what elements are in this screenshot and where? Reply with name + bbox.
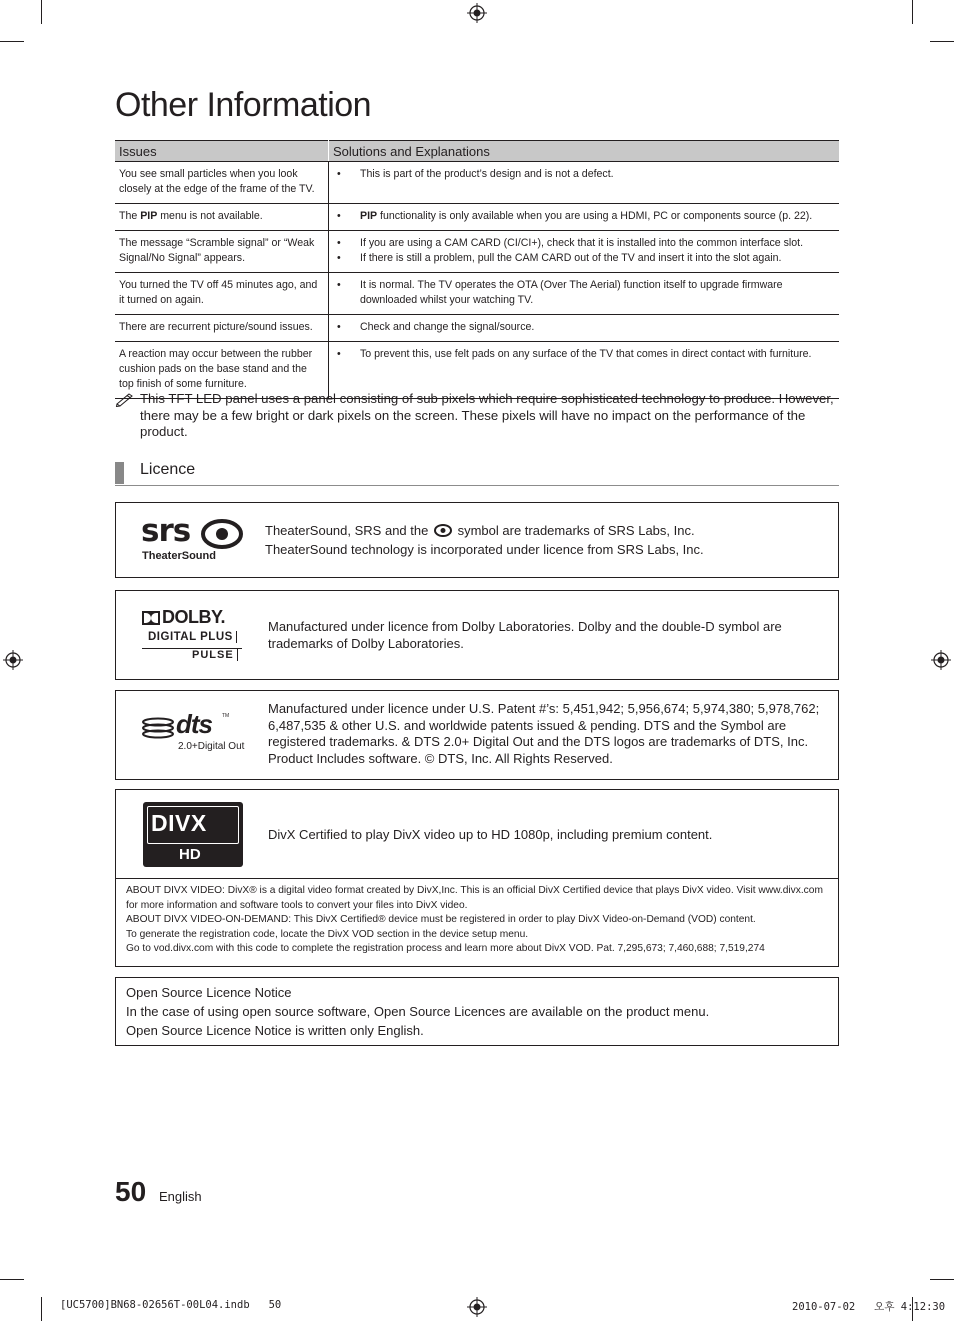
divx-logo-text: DIVX — [151, 810, 207, 836]
srs-logo — [141, 513, 243, 563]
solution-bullet: • If there is still a problem, pull the CAM CARD out of the TV and insert it into the slot again. — [337, 252, 782, 264]
dolby-logo-line3: PULSE — [192, 649, 238, 661]
section-heading-licence — [115, 460, 839, 486]
srs-symbol-icon — [201, 519, 243, 549]
licence-box-dolby — [115, 590, 839, 680]
srs-symbol-icon — [434, 524, 452, 537]
crop-mark — [41, 0, 42, 24]
open-source-line: In the case of using open source software, Open Source Licences are available on the product menu. — [126, 1004, 710, 1019]
open-source-notice-box — [115, 977, 839, 1046]
solution-cell — [329, 342, 840, 399]
issue-cell: A reaction may occur between the rubber cushion pads on the base stand and the top finish of some furniture. — [115, 342, 329, 399]
issues-table — [115, 140, 839, 399]
solution-bullet: • PIP functionality is only available when you are using a HDMI, PC or components source (p. 22). — [337, 210, 813, 222]
srs-logo-sub: TheaterSound — [142, 550, 216, 562]
dts-logo — [142, 709, 246, 755]
print-footer-file: [UC5700]BN68-02656T-00L04.indb 50 — [60, 1299, 282, 1311]
issue-cell: You turned the TV off 45 minutes ago, and it turned on again. — [115, 273, 329, 315]
srs-text: TheaterSound, SRS and the symbol are trademarks of SRS Labs, Inc. TheaterSound technology is incorporated under licence from SRS Labs, Inc. — [265, 523, 704, 557]
licence-box-dts — [115, 690, 839, 780]
section-bar — [115, 462, 124, 484]
divx-logo — [143, 802, 243, 868]
note-paragraph — [115, 391, 839, 441]
dolby-logo-text: DOLBY. — [162, 607, 226, 627]
solution-bullet: • This is part of the product’s design and is not a defect. — [337, 168, 614, 180]
issue-cell: The message “Scramble signal” or “Weak Signal/No Signal” appears. — [115, 231, 329, 273]
page-title: Other Information — [115, 86, 372, 124]
issue-cell: You see small particles when you look closely at the edge of the frame of the TV. — [115, 162, 329, 204]
print-footer-date: 2010-07-02 오후 4:12:30 — [792, 1301, 946, 1313]
licence-box-srs — [115, 502, 839, 578]
crop-mark — [930, 1279, 954, 1280]
crop-mark — [930, 41, 954, 42]
solution-cell — [329, 273, 840, 315]
table-row — [115, 342, 839, 399]
solution-cell — [329, 204, 840, 231]
divx-logo-sub: HD — [179, 846, 201, 863]
divx-about-text: ABOUT DIVX VIDEO: DivX® is a digital video format created by DivX,Inc. This is an official DivX Certified device that plays DivX video. Visit www.divx.com for more information and software tools to convert your files into DivX video. ABOUT DIVX VIDEO-ON-DEMAND: This DivX Certified® device must be registered in order to play DivX Video-on-Demand (VOD) content. To generate the registration code, locate the DivX VOD section in the device setup menu. Go to vod.divx.com with this code to complete the registration process and learn more about DivX VOD. Pat. 7,295,673; 7,460,688; 7,519,274 — [116, 878, 838, 957]
issue-cell: The PIP menu is not available. — [115, 204, 329, 231]
srs-logo-text: srs — [141, 513, 191, 549]
crop-mark — [41, 1297, 42, 1321]
table-header-row — [115, 141, 839, 162]
registration-mark-icon — [931, 650, 951, 670]
crop-mark — [0, 41, 24, 42]
solution-cell — [329, 162, 840, 204]
dts-logo-tm: TM — [222, 713, 230, 719]
table-row — [115, 315, 839, 342]
section-title: Licence — [140, 461, 196, 478]
crop-mark — [0, 1279, 24, 1280]
page-language: English — [159, 1189, 202, 1204]
dts-symbol-icon — [142, 717, 174, 739]
registration-mark-icon — [467, 3, 487, 23]
column-header-issues: Issues — [115, 141, 329, 162]
crop-mark — [912, 0, 913, 24]
dts-logo-text: dts — [176, 709, 212, 739]
issue-cell: There are recurrent picture/sound issues. — [115, 315, 329, 342]
registration-mark-icon — [3, 650, 23, 670]
dts-text: Manufactured under licence under U.S. Patent #’s: 5,451,942; 5,956,674; 5,974,380; 5,978,762; 6,487,535 & other U.S. and worldwide patents issued & pending. DTS and the Symbol are registered trademarks. & DTS 2.0+ Digital Out and the DTS logos are trademarks of DTS, Inc. Product Includes software. © DTS, Inc. All Rights Reserved. — [268, 701, 820, 766]
solution-bullet: • To prevent this, use felt pads on any surface of the TV that comes in direct contact with furniture. — [337, 348, 812, 360]
page-number: 50 — [115, 1176, 147, 1207]
solution-bullet: • If you are using a CAM CARD (CI/CI+), check that it is installed into the common interface slot. — [337, 237, 804, 249]
solution-bullet: • It is normal. The TV operates the OTA (Over The Aerial) function itself to upgrade firmware downloaded whilst your watching TV. — [337, 279, 783, 306]
solution-cell — [329, 231, 840, 273]
licence-box-divx — [115, 789, 839, 967]
registration-mark-icon — [467, 1297, 487, 1317]
dolby-text: Manufactured under licence from Dolby Laboratories. Dolby and the double-D symbol are trademarks of Dolby Laboratories. — [268, 619, 782, 651]
double-d-icon — [142, 611, 160, 625]
column-header-solutions: Solutions and Explanations — [329, 141, 840, 162]
table-row — [115, 204, 839, 231]
note-text: This TFT LED panel uses a panel consisting of sub pixels which require sophisticated technology to produce. However, there may be a few bright or dark pixels on the screen. These pixels will have no impact on the performance of the product. — [140, 391, 834, 439]
solution-cell — [329, 315, 840, 342]
dolby-logo-line2: DIGITAL PLUS — [148, 631, 237, 643]
pencil-note-icon — [115, 391, 135, 407]
dolby-logo — [142, 609, 242, 663]
divx-text: DivX Certified to play DivX video up to HD 1080p, including premium content. — [268, 827, 713, 842]
solution-bullet: • Check and change the signal/source. — [337, 321, 535, 333]
table-row — [115, 162, 839, 204]
table-row — [115, 273, 839, 315]
table-row — [115, 231, 839, 273]
open-source-title: Open Source Licence Notice — [126, 985, 292, 1000]
dts-logo-sub: 2.0+Digital Out — [178, 741, 245, 752]
open-source-line: Open Source Licence Notice is written only English. — [126, 1023, 424, 1038]
